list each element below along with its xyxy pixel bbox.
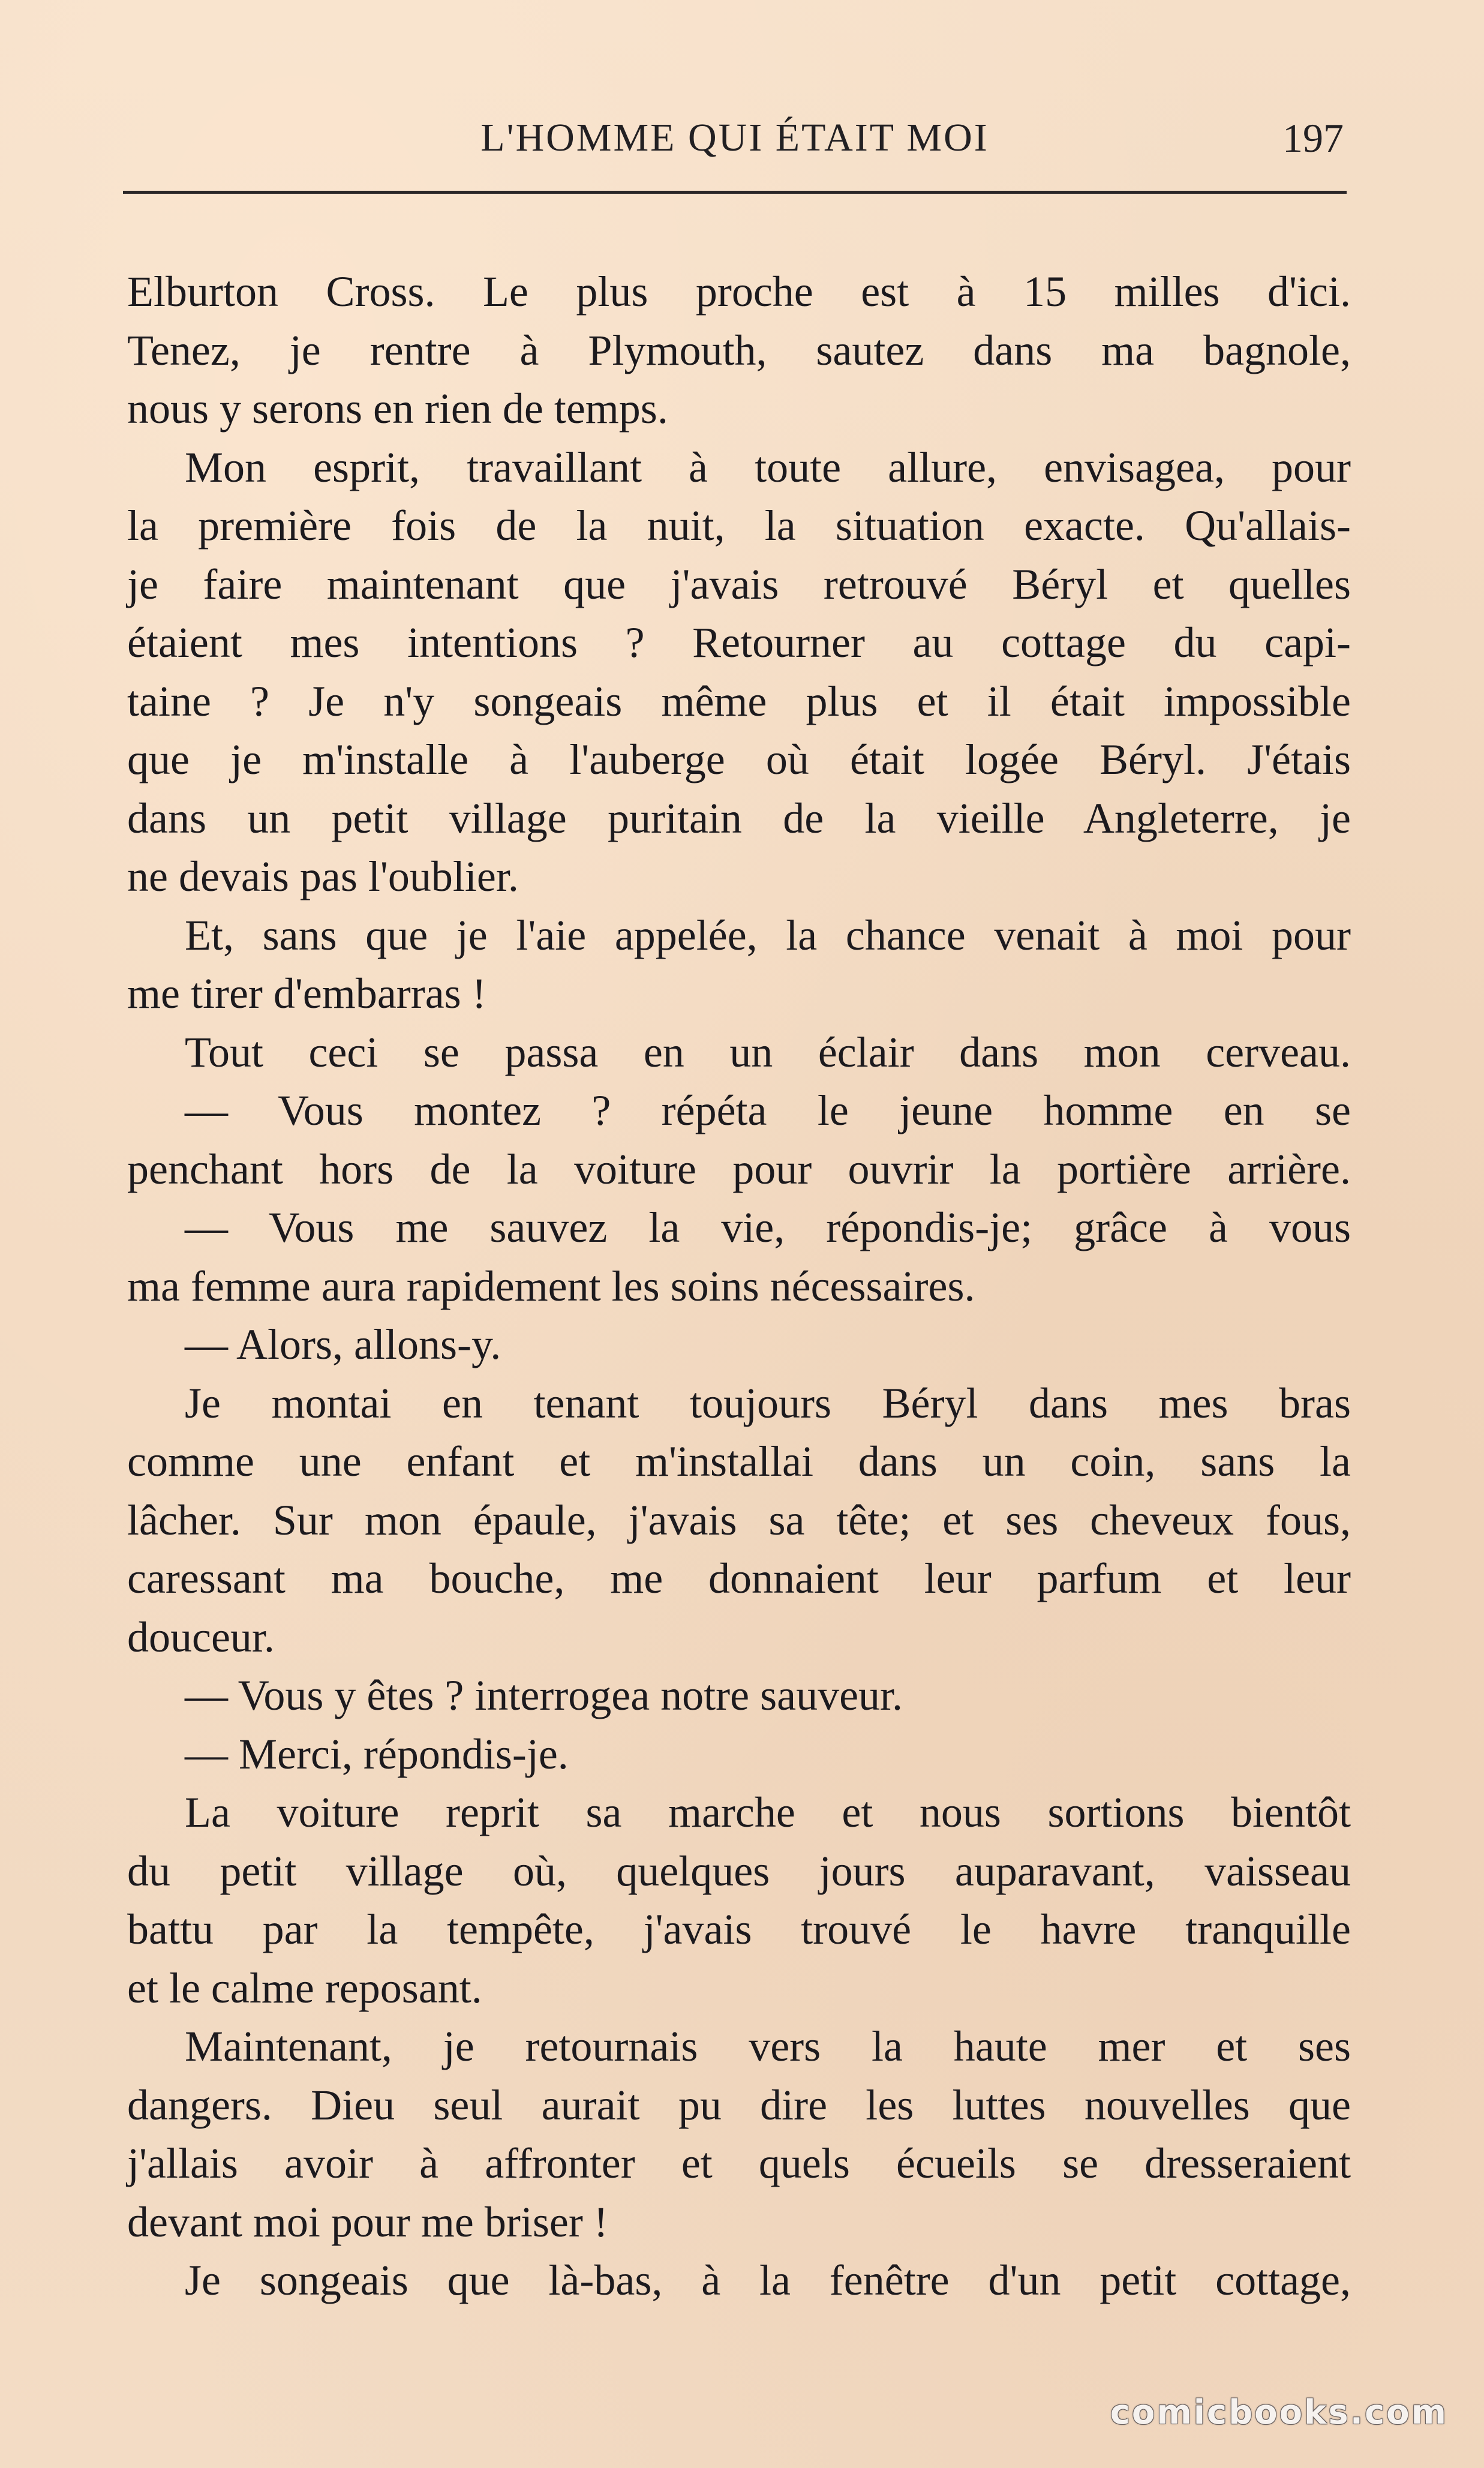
text-line: caressant ma bouche, me donnaient leur parfum et leur: [127, 1554, 1351, 1602]
text-line: comme une enfant et m'installai dans un coin, sans la: [127, 1437, 1351, 1485]
text-line: j'allais avoir à affronter et quels écueils se dresseraient: [127, 2139, 1351, 2187]
page-number: 197: [1282, 115, 1344, 161]
text-line: je faire maintenant que j'avais retrouvé Béryl et quelles: [127, 560, 1351, 608]
text-line: la première fois de la nuit, la situation exacte. Qu'allais-: [127, 502, 1351, 550]
text-line: dangers. Dieu seul aurait pu dire les luttes nouvelles que: [127, 2080, 1351, 2129]
text-line: Mon esprit, travaillant à toute allure, envisagea, pour: [185, 443, 1351, 491]
text-line: ma femme aura rapidement les soins nécessaires.: [127, 1262, 975, 1310]
text-line: étaient mes intentions ? Retourner au cottage du capi-: [127, 618, 1351, 666]
text-line: — Alors, allons-y.: [185, 1320, 501, 1368]
text-line: Et, sans que je l'aie appelée, la chance venait à moi pour: [185, 911, 1351, 959]
text-line: La voiture reprit sa marche et nous sortions bientôt: [185, 1788, 1351, 1836]
text-line: du petit village où, quelques jours auparavant, vaisseau: [127, 1847, 1351, 1895]
text-line: me tirer d'embarras !: [127, 969, 486, 1017]
text-line: Tout ceci se passa en un éclair dans mon cerveau.: [185, 1028, 1351, 1076]
body-text: [127, 263, 1351, 2310]
text-line: Elburton Cross. Le plus proche est à 15 milles d'ici.: [127, 268, 1351, 316]
text-line: nous y serons en rien de temps.: [127, 385, 668, 433]
running-title: L'HOMME QUI ÉTAIT MOI: [480, 116, 989, 160]
text-line: et le calme reposant.: [127, 1963, 482, 2012]
text-line: Je montai en tenant toujours Béryl dans mes bras: [185, 1379, 1351, 1427]
text-line: Maintenant, je retournais vers la haute mer et ses: [185, 2022, 1351, 2070]
header-rule: [123, 191, 1347, 194]
text-line: que je m'installe à l'auberge où était logée Béryl. J'étais: [127, 735, 1351, 783]
text-line: — Vous me sauvez la vie, répondis-je; grâce à vous: [185, 1203, 1351, 1251]
text-line: ne devais pas l'oublier.: [127, 852, 519, 900]
watermark: comicbooks.com: [1110, 2393, 1448, 2432]
text-line: — Vous y êtes ? interrogea notre sauveur.: [185, 1671, 903, 1719]
running-head: [126, 108, 1344, 168]
text-line: Je songeais que là-bas, à la fenêtre d'un petit cottage,: [185, 2256, 1351, 2304]
text-line: dans un petit village puritain de la vieille Angleterre, je: [127, 794, 1351, 842]
text-line: lâcher. Sur mon épaule, j'avais sa tête; et ses cheveux fous,: [127, 1496, 1351, 1544]
text-line: taine ? Je n'y songeais même plus et il était impossible: [127, 677, 1351, 725]
text-line: devant moi pour me briser !: [127, 2197, 608, 2246]
text-line: Tenez, je rentre à Plymouth, sautez dans ma bagnole,: [127, 326, 1351, 374]
text-line: penchant hors de la voiture pour ouvrir la portière arrière.: [127, 1145, 1351, 1193]
text-line: battu par la tempête, j'avais trouvé le havre tranquille: [127, 1905, 1351, 1953]
text-line: — Merci, répondis-je.: [185, 1730, 569, 1778]
text-line: — Vous montez ? répéta le jeune homme en se: [185, 1086, 1351, 1134]
text-line: douceur.: [127, 1613, 275, 1661]
